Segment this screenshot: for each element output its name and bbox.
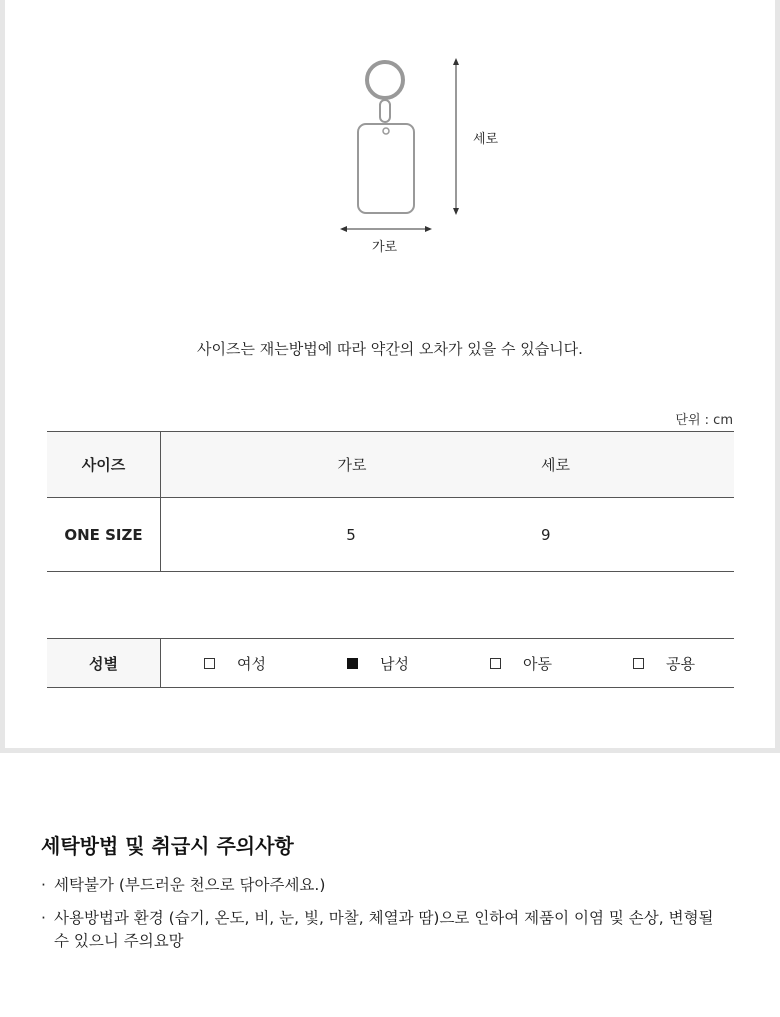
table-row (47, 498, 734, 572)
checkbox-empty-icon (204, 658, 215, 669)
width-value: 5 (346, 525, 356, 544)
gender-option-label: 남성 (380, 654, 409, 673)
unit-label: 단위 : cm (675, 413, 733, 428)
gender-option-label: 아동 (523, 654, 552, 673)
gender-option-unisex (633, 639, 695, 687)
checkbox-empty-icon (633, 658, 644, 669)
care-list (41, 874, 731, 963)
size-value: ONE SIZE (47, 498, 161, 572)
height-value-cell (541, 498, 734, 572)
gender-option-label: 여성 (237, 654, 266, 673)
checkbox-empty-icon (490, 658, 501, 669)
size-table (47, 431, 734, 572)
tag-hole-icon (383, 128, 389, 134)
list-item: · 세탁불가 (부드러운 천으로 닦아주세요.) (41, 874, 731, 897)
height-value: 9 (541, 525, 551, 544)
width-label: 가로 (372, 240, 398, 255)
gender-row (47, 638, 734, 688)
height-label: 세로 (473, 132, 499, 147)
width-header: 가로 (337, 456, 367, 474)
size-table-header-row (47, 432, 734, 498)
size-notice: 사이즈는 재는방법에 따라 약간의 오차가 있을 수 있습니다. (197, 340, 583, 358)
key-ring-icon (367, 62, 403, 98)
size-header: 사이즈 (47, 432, 161, 498)
height-header: 세로 (541, 456, 570, 474)
tag-body-icon (358, 124, 414, 213)
width-header-cell (161, 432, 542, 498)
width-value-cell (161, 498, 542, 572)
keyring-diagram (320, 50, 520, 260)
gender-label: 성별 (47, 639, 161, 687)
gender-option-label: 공용 (666, 654, 695, 673)
care-title: 세탁방법 및 취급시 주의사항 (41, 834, 294, 858)
gender-option-kids (490, 639, 552, 687)
list-item: · 사용방법과 환경 (습기, 온도, 비, 눈, 빛, 마찰, 체열과 땀)으로 인하여 제품이 이염 및 손상, 변형될 수 있으니 주의요망 (41, 907, 731, 953)
height-header-cell (541, 432, 734, 498)
gender-option-male (347, 639, 409, 687)
chain-link-icon (380, 100, 390, 122)
checkbox-filled-icon (347, 658, 358, 669)
gender-option-female (204, 639, 266, 687)
